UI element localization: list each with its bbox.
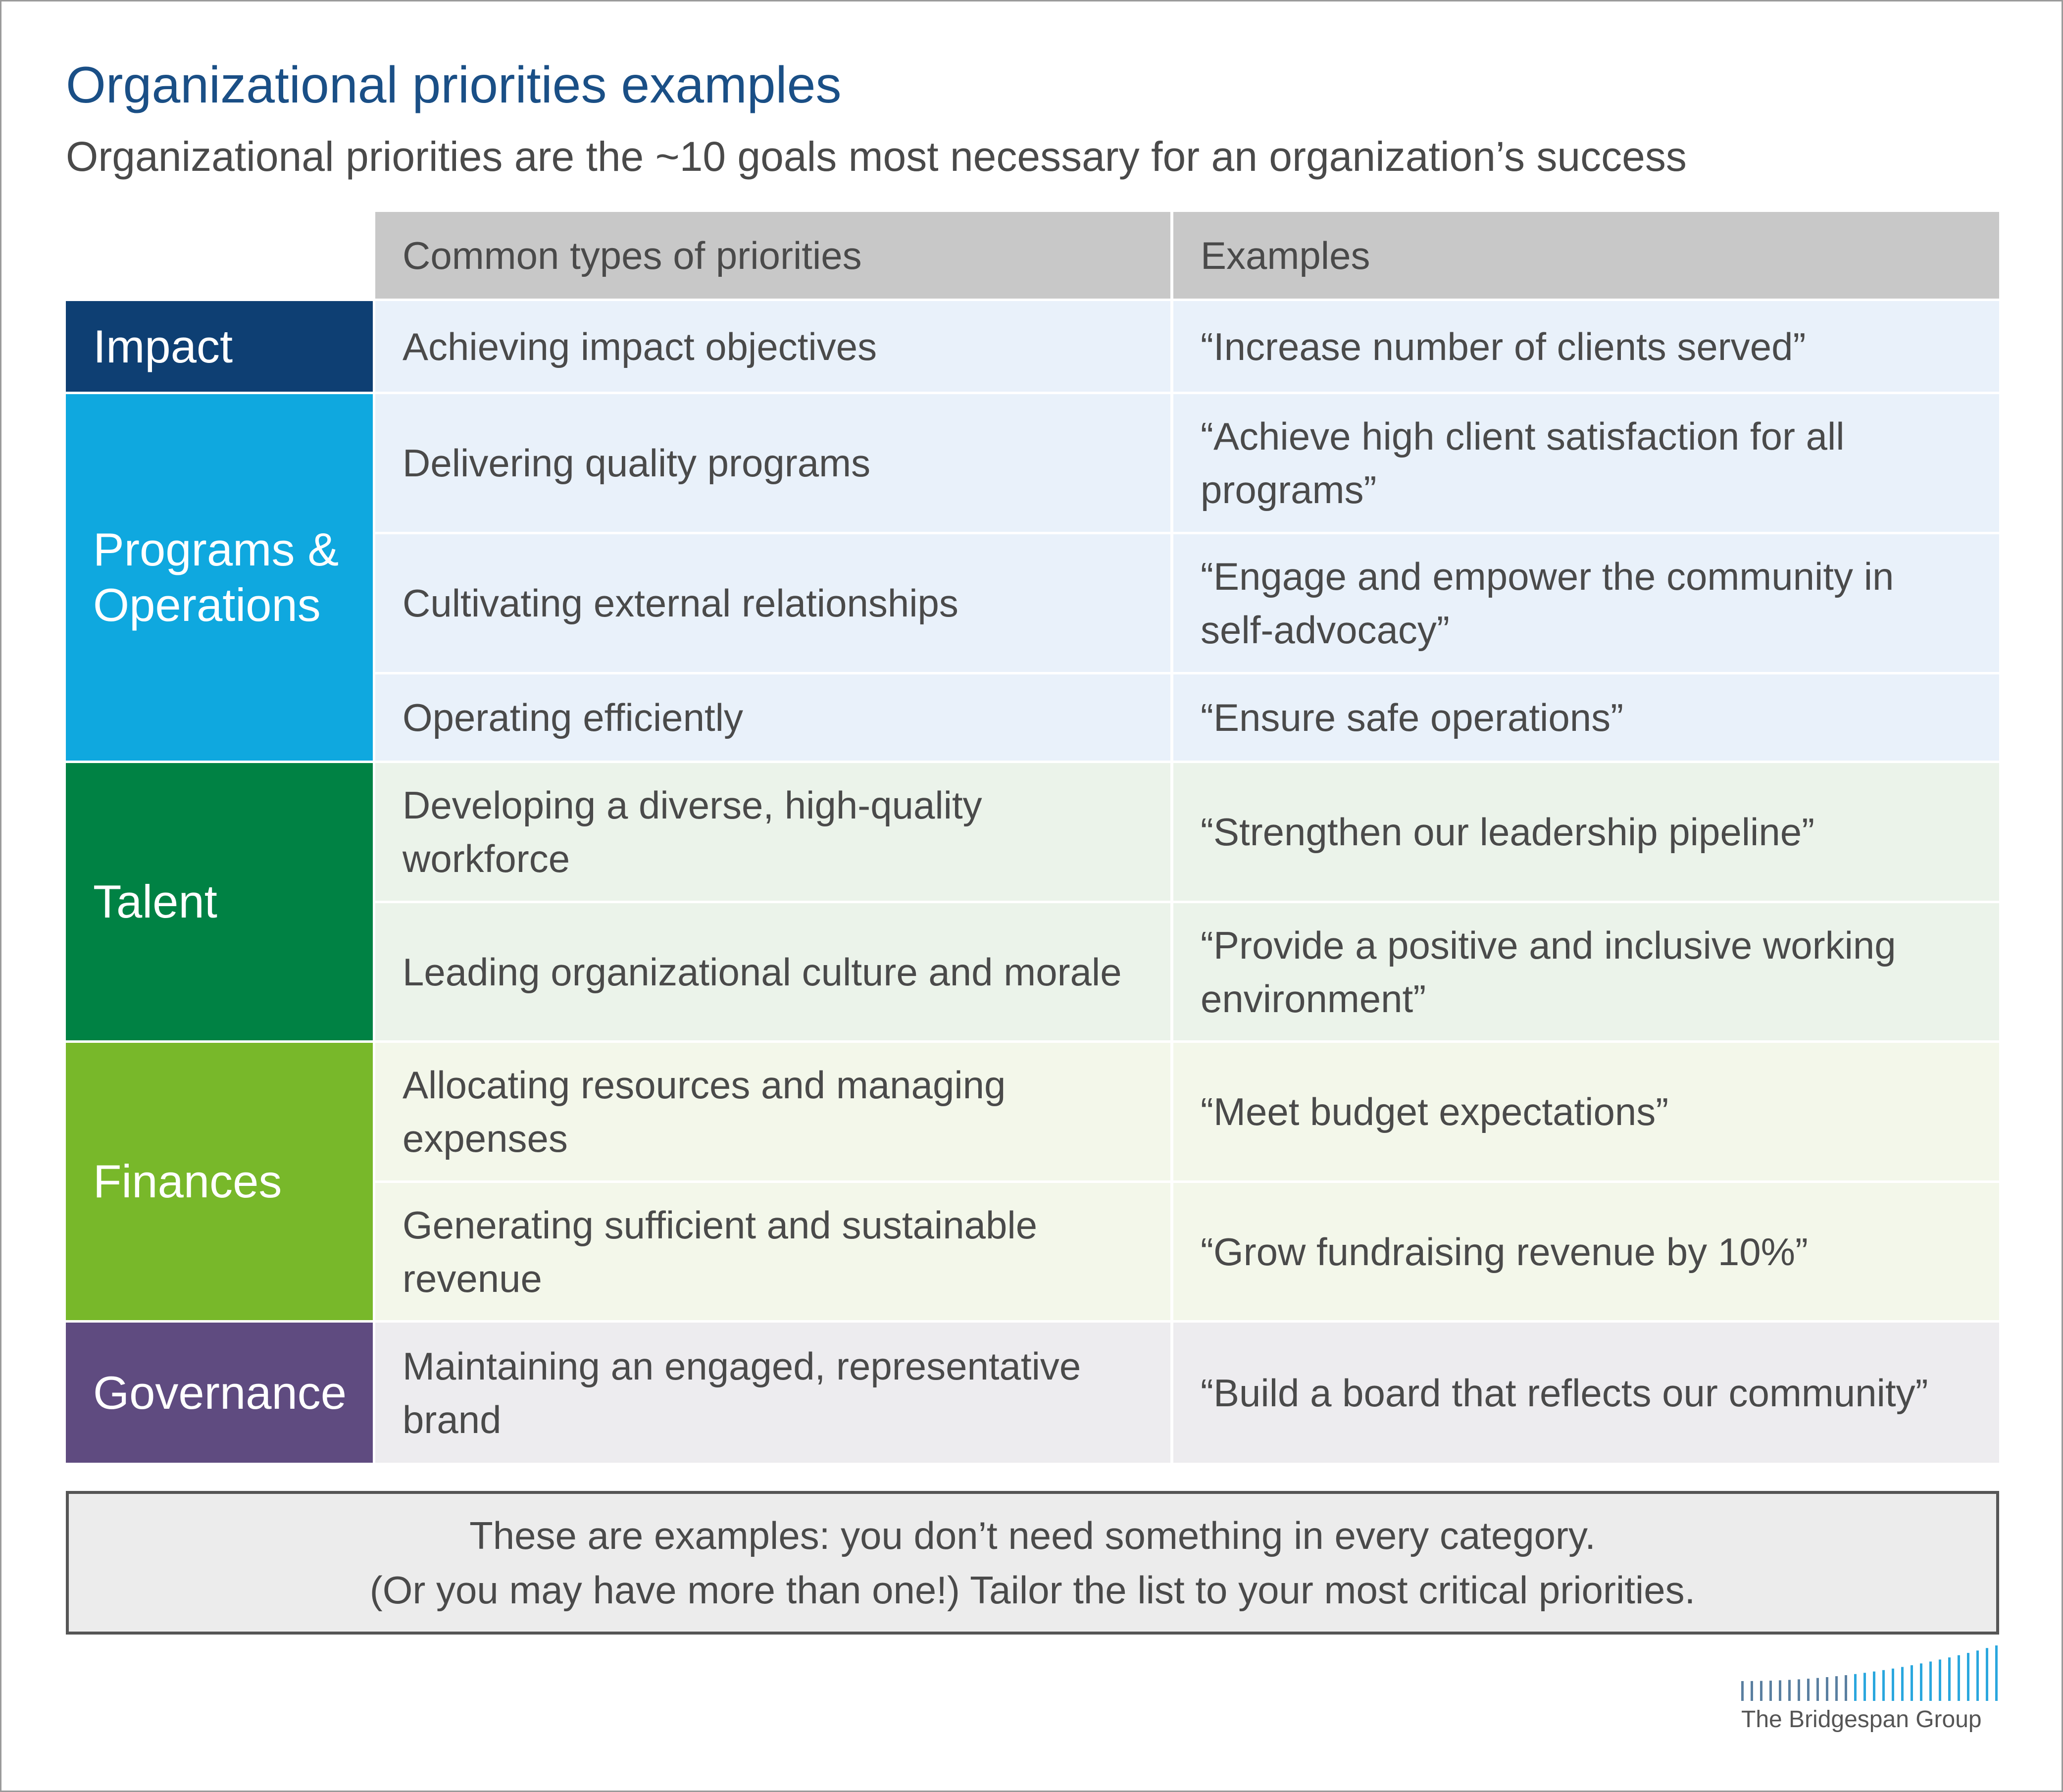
example-cell: “Provide a positive and inclusive working environment” (1173, 903, 1999, 1040)
category-talent: Talent (66, 763, 373, 1040)
logo-bar (1854, 1674, 1857, 1701)
priority-type-cell: Allocating resources and managing expenses (375, 1043, 1170, 1180)
logo-bar (1863, 1673, 1866, 1701)
footnote-line-1: These are examples: you don’t need something in every category. (469, 1514, 1596, 1557)
category-governance: Governance (66, 1323, 373, 1463)
logo-bar (1769, 1681, 1772, 1701)
footnote-box (66, 1491, 1999, 1635)
logo-bar (1911, 1665, 1913, 1701)
logo-bar (1892, 1669, 1894, 1701)
priority-type-cell: Maintaining an engaged, representative brand (375, 1323, 1170, 1463)
logo-bar (1798, 1679, 1800, 1701)
logo-bar (1760, 1681, 1762, 1701)
header-examples: Examples (1173, 212, 1999, 299)
logo-bar (1788, 1680, 1791, 1701)
priority-type-cell: Developing a diverse, high-quality workforce (375, 763, 1170, 901)
page-title: Organizational priorities examples (66, 56, 842, 114)
priority-type-cell: Leading organizational culture and morale (375, 903, 1170, 1040)
page-subtitle: Organizational priorities are the ~10 goals most necessary for an organization’s success (66, 133, 1687, 180)
category-programs-operations (66, 394, 373, 761)
priority-type-cell: Achieving impact objectives (375, 301, 1170, 392)
logo-bar (1779, 1680, 1781, 1701)
category-finances: Finances (66, 1043, 373, 1320)
logo-bar (1835, 1676, 1838, 1701)
category-programs-operations-label: Programs & Operations (93, 523, 339, 631)
example-cell: “Engage and empower the community in self-advocacy” (1173, 534, 1999, 672)
logo-bar (1976, 1650, 1979, 1701)
priority-type-cell: Operating efficiently (375, 674, 1170, 761)
example-cell: “Strengthen our leadership pipeline” (1173, 763, 1999, 901)
logo-bar (1948, 1657, 1951, 1701)
logo-text: The Bridgespan Group (1741, 1706, 1982, 1733)
example-cell: “Build a board that reflects our community” (1173, 1323, 1999, 1463)
logo-bar (1967, 1653, 1969, 1701)
logo-bar (1751, 1681, 1753, 1701)
footnote-line-2: (Or you may have more than one!) Tailor the list to your most critical priorities. (369, 1568, 1696, 1612)
priority-type-cell: Cultivating external relationships (375, 534, 1170, 672)
example-cell: “Grow fundraising revenue by 10%” (1173, 1183, 1999, 1320)
logo-bar (1873, 1672, 1875, 1701)
logo-bar (1826, 1677, 1828, 1701)
logo-bar (1939, 1659, 1941, 1701)
logo-bar (1995, 1645, 1998, 1701)
logo-bar (1816, 1678, 1819, 1701)
logo-bar (1929, 1661, 1932, 1701)
logo-bar (1807, 1679, 1810, 1701)
example-cell: “Achieve high client satisfaction for all programs” (1173, 394, 1999, 532)
header-common-types: Common types of priorities (375, 212, 1170, 299)
logo-bar (1958, 1655, 1960, 1701)
logo-bar (1741, 1681, 1744, 1701)
bridgespan-logo-icon (1741, 1645, 2009, 1701)
logo-bar (1986, 1648, 1988, 1701)
priority-type-cell: Generating sufficient and sustainable revenue (375, 1183, 1170, 1320)
logo-bar (1882, 1670, 1885, 1701)
logo-bar (1845, 1675, 1847, 1701)
example-cell: “Meet budget expectations” (1173, 1043, 1999, 1180)
priority-type-cell: Delivering quality programs (375, 394, 1170, 532)
category-impact: Impact (66, 301, 373, 392)
example-cell: “Increase number of clients served” (1173, 301, 1999, 392)
example-cell: “Ensure safe operations” (1173, 674, 1999, 761)
logo-bar (1920, 1663, 1922, 1701)
logo-bar (1901, 1667, 1904, 1701)
